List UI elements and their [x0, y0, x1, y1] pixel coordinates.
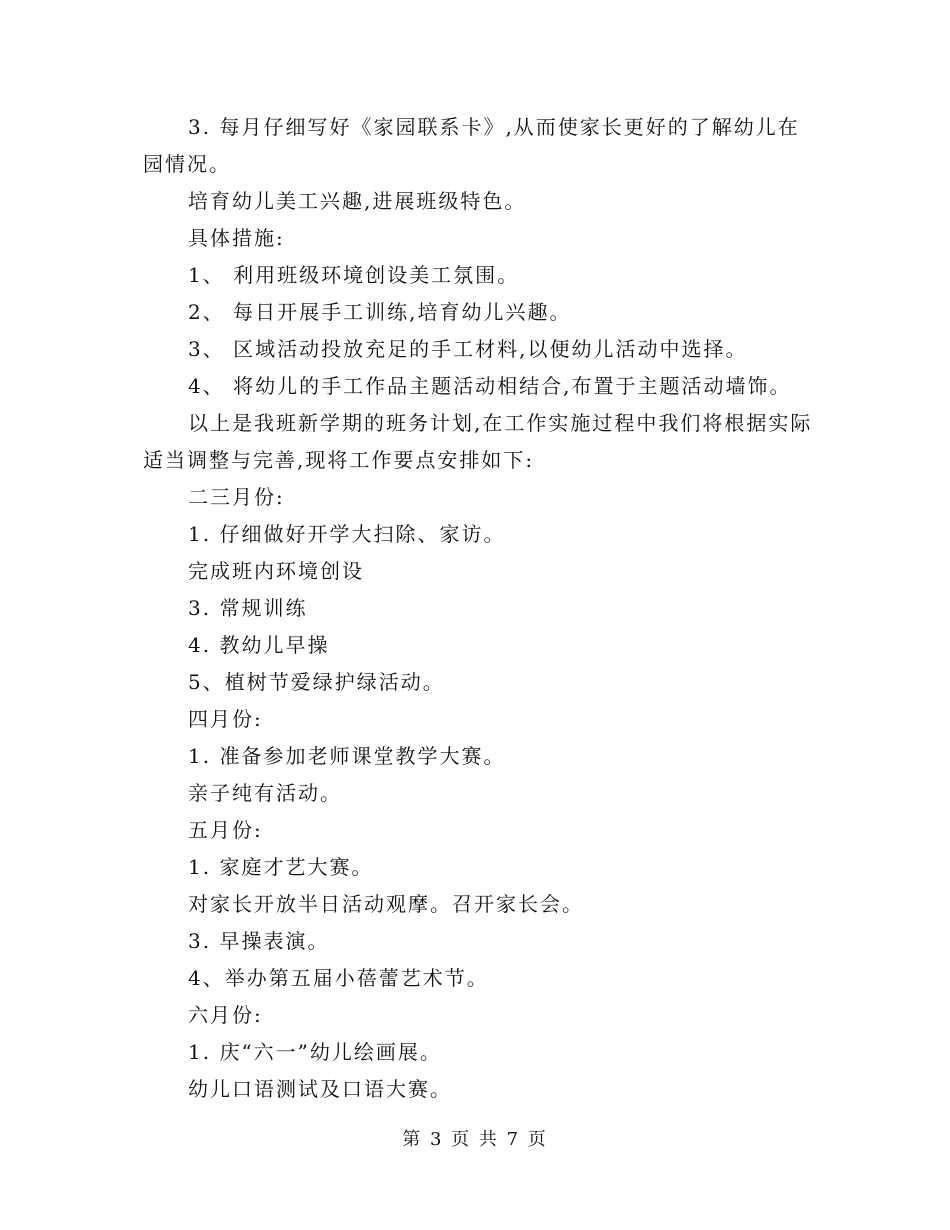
- text-line: 六月份:: [188, 1003, 263, 1027]
- text-line: 4、 将幼儿的手工作品主题活动相结合,布置于主题活动墙饰。: [188, 374, 792, 398]
- text-line: 幼儿口语测试及口语大赛。: [188, 1077, 452, 1101]
- text-line: 园情况。: [143, 152, 231, 176]
- text-line: 1. 仔细做好开学大扫除、家访。: [188, 522, 506, 546]
- text-line: 亲子纯有活动。: [188, 781, 342, 805]
- text-line: 具体措施:: [188, 226, 285, 250]
- text-line: 3. 常规训练: [188, 596, 308, 620]
- text-line: 培育幼儿美工兴趣,进展班级特色。: [188, 189, 527, 213]
- page-number-footer: 第 3 页 共 7 页: [402, 1129, 548, 1150]
- text-line: 3. 早操表演。: [188, 929, 330, 953]
- text-line: 1、 利用班级环境创设美工氛围。: [188, 263, 520, 287]
- text-line: 以上是我班新学期的班务计划,在工作实施过程中我们将根据实际: [188, 411, 813, 435]
- text-line: 适当调整与完善,现将工作要点安排如下:: [143, 448, 535, 472]
- text-line: 3、 区域活动投放充足的手工材料,以便幼儿活动中选择。: [188, 337, 748, 361]
- text-line: 二三月份:: [188, 485, 285, 509]
- text-line: 4、举办第五届小蓓蕾艺术节。: [188, 966, 489, 990]
- document-body: [143, 109, 811, 1108]
- text-line: 4. 教幼儿早操: [188, 633, 330, 657]
- text-line: 四月份:: [188, 707, 263, 731]
- text-line: 对家长开放半日活动观摩。召开家长会。: [188, 892, 584, 916]
- text-line: 五月份:: [188, 818, 263, 842]
- text-line: 1. 庆“六一”幼儿绘画展。: [188, 1040, 442, 1064]
- text-line: 2、 每日开展手工训练,培育幼儿兴趣。: [188, 300, 572, 324]
- text-line: 5、植树节爱绿护绿活动。: [188, 670, 445, 694]
- text-line: 完成班内环境创设: [188, 559, 364, 583]
- text-line: 1. 家庭才艺大赛。: [188, 855, 374, 879]
- text-line: 3. 每月仔细写好《家园联系卡》,从而使家长更好的了解幼儿在: [188, 115, 800, 139]
- text-line: 1. 准备参加老师课堂教学大赛。: [188, 744, 506, 768]
